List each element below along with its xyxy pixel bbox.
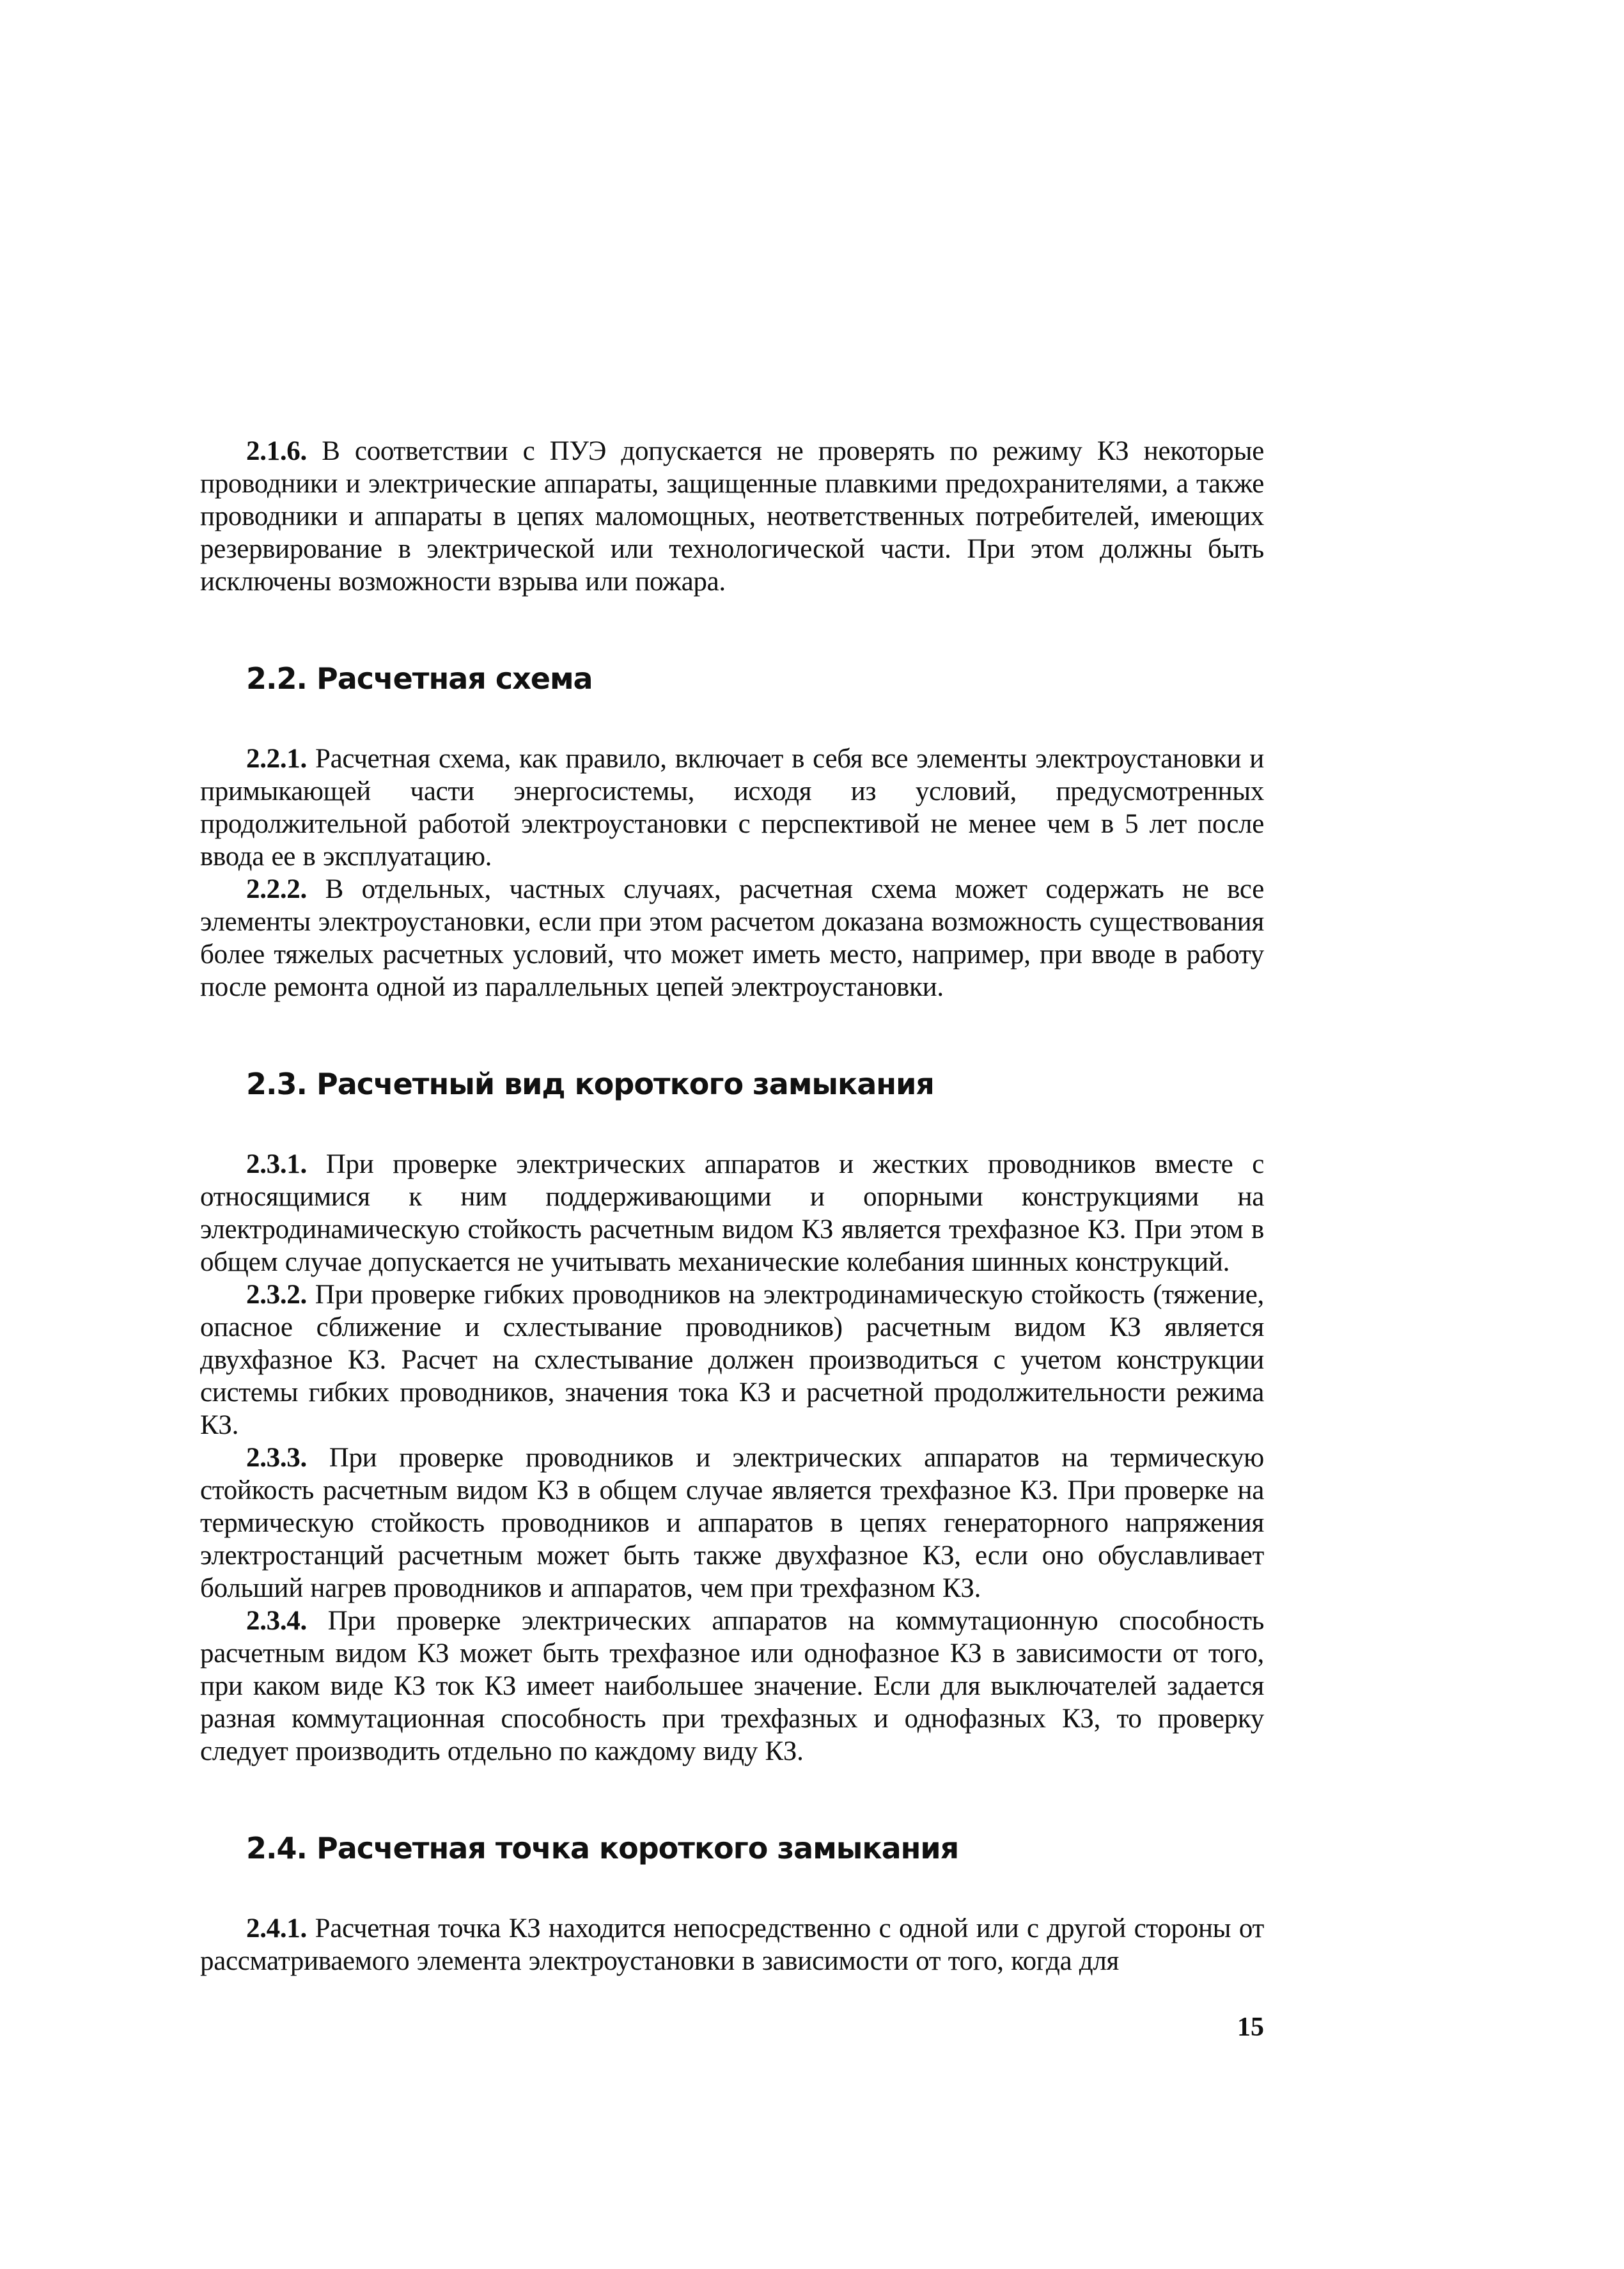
- paragraph-number: 2.4.1.: [246, 1913, 307, 1943]
- section-heading-2-3: 2.3. Расчетный вид короткого замыкания: [246, 1067, 934, 1101]
- section-heading-2-4: 2.4. Расчетная точка короткого замыкания: [246, 1831, 959, 1865]
- paragraph-number: 2.3.3.: [246, 1443, 307, 1473]
- paragraph-number: 2.3.1.: [246, 1149, 307, 1179]
- paragraph-text: Расчетная точка КЗ находится непосредственно с одной или с другой стороны от рассматриваемого элемента электроустановки в зависимости от того, когда для: [200, 1913, 1264, 1976]
- paragraph-number: 2.2.2.: [246, 874, 307, 904]
- paragraph-text: В отдельных, частных случаях, расчетная схема может содержать не все элементы электроустановки, если при этом расчетом доказана возможность существования более тяжелых расчетных условий, что может иметь место, например, при вводе в работу после ремонта одной из параллельных цепей электроустановки.: [200, 874, 1264, 1002]
- paragraph-2-3-4: [200, 1605, 1264, 1768]
- paragraph-2-3-1: [200, 1148, 1264, 1278]
- paragraph-number: 2.3.4.: [246, 1606, 307, 1636]
- paragraph-text: При проверке электрических аппаратов и жестких проводников вместе с относящимися к ним поддерживающими и опорными конструкциями на электродинамическую стойкость расчетным видом КЗ является трехфазное КЗ. При этом в общем случае допускается не учитывать механические колебания шинных конструкций.: [200, 1149, 1264, 1277]
- paragraph-2-1-6: [200, 435, 1264, 598]
- paragraph-2-4-1: [200, 1912, 1264, 1977]
- paragraph-number: 2.3.2.: [246, 1280, 307, 1310]
- paragraph-2-2-2: [200, 873, 1264, 1003]
- paragraph-2-2-1: [200, 742, 1264, 873]
- paragraph-2-3-3: [200, 1441, 1264, 1605]
- page-number: 15: [1237, 2013, 1264, 2042]
- paragraph-number: 2.2.1.: [246, 744, 307, 774]
- paragraph-text: Расчетная схема, как правило, включает в себя все элементы электроустановки и примыкающей части энергосистемы, исходя из условий, предусмотренных продолжительной работой электроустановки с перспективой не менее чем в 5 лет после ввода ее в эксплуатацию.: [200, 744, 1265, 872]
- paragraph-text: При проверке гибких проводников на электродинамическую стойкость (тяжение, опасное сближение и схлестывание проводников) расчетным видом КЗ является двухфазное КЗ. Расчет на схлестывание должен производиться с учетом конструкции системы гибких проводников, значения тока КЗ и расчетной продолжительности режима КЗ.: [200, 1280, 1264, 1440]
- paragraph-text: В соответствии с ПУЭ допускается не проверять по режиму КЗ некоторые проводники и электрические аппараты, защищенные плавкими предохранителями, а также проводники и аппараты в цепях маломощных, неответственных потребителей, имеющих резервирование в электрической или технологической части. При этом должны быть исключены возможности взрыва или пожара.: [200, 436, 1264, 597]
- paragraph-2-3-2: [200, 1278, 1264, 1441]
- section-heading-2-2: 2.2. Расчетная схема: [246, 661, 593, 696]
- paragraph-number: 2.1.6.: [246, 436, 307, 466]
- paragraph-text: При проверке электрических аппаратов на коммутационную способность расчетным видом КЗ может быть трехфазное или однофазное КЗ в зависимости от того, при каком виде КЗ ток КЗ имеет наибольшее значение. Если для выключателей задается разная коммутационная способность при трехфазных и однофазных КЗ, то проверку следует производить отдельно по каждому виду КЗ.: [200, 1606, 1264, 1766]
- paragraph-text: При проверке проводников и электрических аппаратов на термическую стойкость расчетным видом КЗ в общем случае является трехфазное КЗ. При проверке на термическую стойкость проводников и аппаратов в цепях генераторного напряжения электростанций расчетным может быть также двухфазное КЗ, если оно обуславливает больший нагрев проводников и аппаратов, чем при трехфазном КЗ.: [200, 1443, 1265, 1603]
